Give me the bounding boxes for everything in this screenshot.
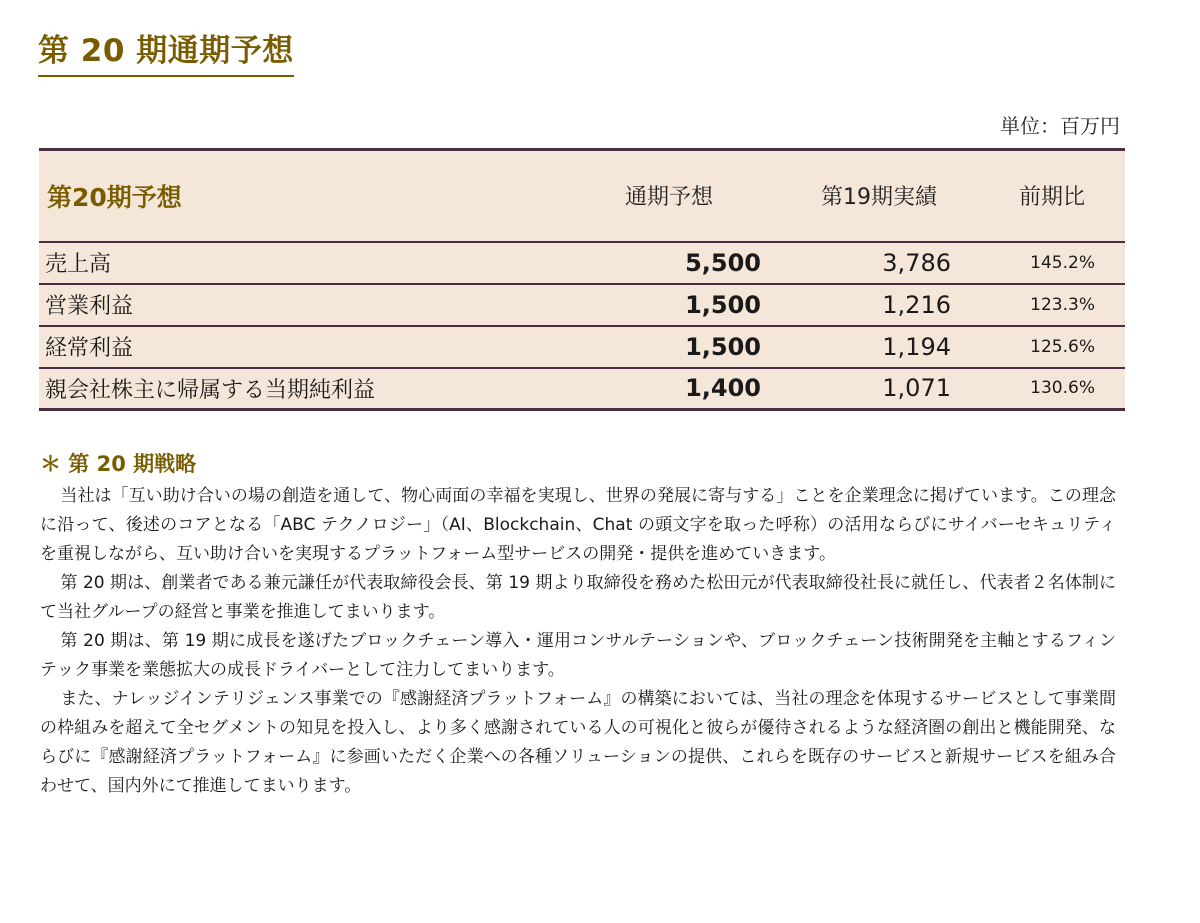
strategy-paragraph: 第 20 期は、創業者である兼元謙任が代表取締役会長、第 19 期より取締役を務めた松田元が代表取締役社長に就任し、代表者２名体制にて当社グループの経営と事業を推進してまいります。 xyxy=(40,573,1116,622)
strategy-paragraph: また、ナレッジインテリジェンス事業での『感謝経済プラットフォーム』の構築においては、当社の理念を体現するサービスとして事業間の枠組みを超えて全セグメントの知見を投入し、より多く感謝されている人の可視化と彼らが優待されるような経済圏の創出と機能開発、ならびに『感謝経済プラットフォーム』に参画いただく企業への各種ソリューションの提供、これらを既存のサービスと新規サービスを組み合わせて、国内外にて推進してまいります。 xyxy=(40,689,1116,796)
actual-value: 1,216 xyxy=(882,290,951,319)
row-label: 売上高 xyxy=(45,252,112,277)
table-header-label: 第20期予想 xyxy=(47,182,182,212)
table-header-actual: 第19期実績 xyxy=(821,185,937,211)
table-header-ratio: 前期比 xyxy=(1018,185,1085,211)
ratio-value: 130.6% xyxy=(1030,378,1095,399)
actual-value: 1,194 xyxy=(882,332,951,361)
strategy-body xyxy=(40,482,1116,801)
page-title: 第 20 期通期予想 xyxy=(38,30,294,77)
unit-label: 単位：百万円 xyxy=(1000,114,1120,138)
strategy-paragraph: 当社は「互い助け合いの場の創造を通して、物心両面の幸福を実現し、世界の発展に寄与する」ことを企業理念に掲げています。この理念に沿って、後述のコアとなる「ABC テクノロジー」（AI、Blockchain、Chat の頭文字を取った呼称）の活用ならびにサイバーセキュリティを重視しながら、互い助け合いを実現するプラットフォーム型サービスの開発・提供を進めていきます。 xyxy=(40,486,1116,564)
table-header-forecast: 通期予想 xyxy=(624,185,713,211)
actual-value: 3,786 xyxy=(882,248,951,277)
forecast-value: 1,500 xyxy=(685,332,761,361)
table-row xyxy=(39,284,1125,326)
table-row xyxy=(39,368,1125,410)
strategy-heading: ＊ 第 20 期戦略 xyxy=(40,452,197,476)
table-header-row xyxy=(39,150,1125,242)
ratio-value: 123.3% xyxy=(1030,294,1095,315)
table-row xyxy=(39,242,1125,284)
strategy-paragraph: 第 20 期は、第 19 期に成長を遂げたブロックチェーン導入・運用コンサルテーションや、ブロックチェーン技術開発を主軸とするフィンテック事業を業態拡大の成長ドライバーとして注力してまいります。 xyxy=(40,631,1116,680)
row-label: 経常利益 xyxy=(45,336,134,361)
table-row xyxy=(39,326,1125,368)
forecast-value: 1,400 xyxy=(685,374,761,403)
actual-value: 1,071 xyxy=(882,374,951,403)
ratio-value: 125.6% xyxy=(1030,336,1095,357)
forecast-table xyxy=(39,148,1125,411)
forecast-value: 5,500 xyxy=(685,248,761,277)
forecast-value: 1,500 xyxy=(685,290,761,319)
ratio-value: 145.2% xyxy=(1030,252,1095,273)
row-label: 営業利益 xyxy=(45,294,134,319)
row-label: 親会社株主に帰属する当期純利益 xyxy=(45,377,376,403)
